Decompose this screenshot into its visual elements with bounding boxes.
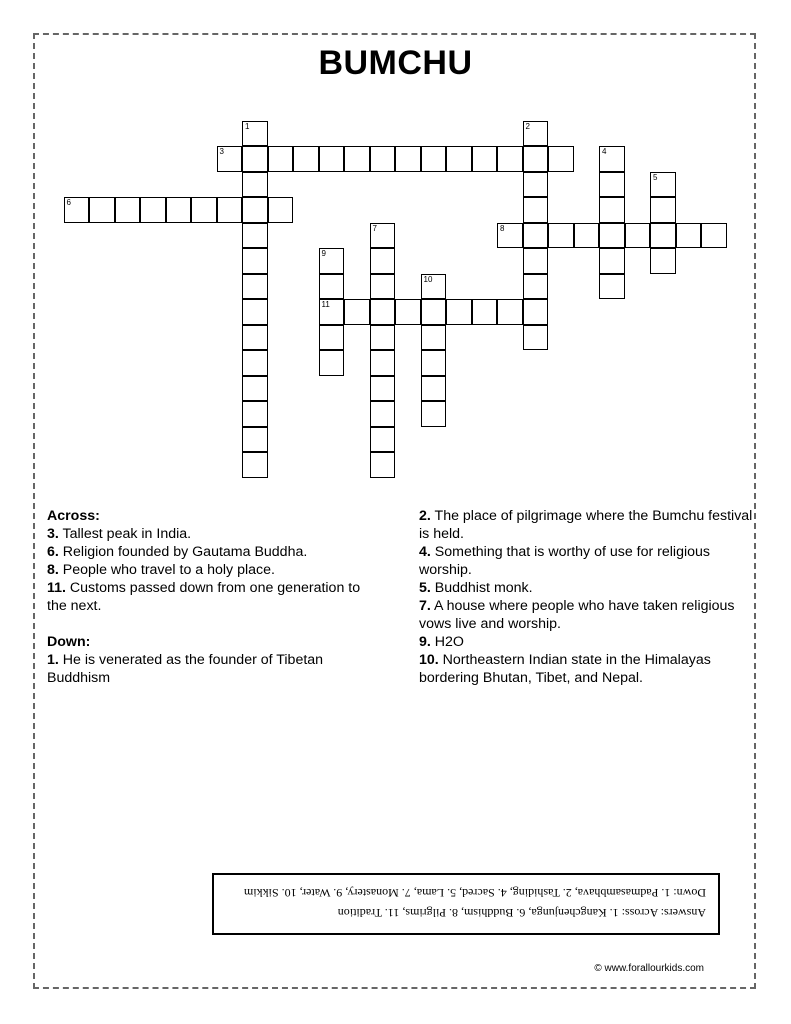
across-heading: Across: — [47, 508, 100, 524]
clue-number: 2 — [525, 121, 530, 131]
clue-down-1: 1. He is venerated as the founder of Tibetan Buddhism — [47, 652, 324, 686]
crossword-cell[interactable] — [523, 299, 549, 325]
crossword-cell[interactable] — [421, 350, 447, 376]
crossword-cell[interactable] — [548, 223, 574, 249]
clue-down-5: 5. Buddhist monk. — [419, 580, 533, 596]
crossword-cell[interactable] — [599, 146, 625, 172]
crossword-cell[interactable] — [370, 401, 396, 427]
crossword-cell[interactable] — [242, 401, 268, 427]
crossword-cell[interactable] — [421, 401, 447, 427]
crossword-cell[interactable] — [370, 325, 396, 351]
crossword-cell[interactable] — [115, 197, 141, 223]
clue-down-9: 9. H2O — [419, 634, 464, 650]
answer-key-across: Answers: Across: 1. Kangchenjunga, 6. Buddhism, 8. Pilgrims, 11. Tradition — [337, 906, 706, 920]
crossword-cell[interactable] — [242, 146, 268, 172]
crossword-cell[interactable] — [421, 325, 447, 351]
clue-across-11: 11. Customs passed down from one generation to the next. — [47, 580, 361, 614]
crossword-cell[interactable] — [446, 299, 472, 325]
crossword-cell[interactable] — [676, 223, 702, 249]
crossword-cell[interactable] — [599, 223, 625, 249]
clues-left-column — [47, 507, 377, 687]
clue-number: 8 — [500, 223, 505, 233]
crossword-cell[interactable] — [523, 121, 549, 147]
crossword-cell[interactable] — [599, 274, 625, 300]
clue-number: 7 — [372, 223, 377, 233]
crossword-cell[interactable] — [319, 350, 345, 376]
clue-number: 9 — [321, 249, 326, 258]
crossword-cell[interactable] — [344, 299, 370, 325]
clue-number: 10 — [423, 274, 433, 284]
crossword-cell[interactable] — [625, 223, 651, 249]
clue-down-4: 4. Something that is worthy of use for religious worship. — [419, 544, 711, 578]
crossword-cell[interactable] — [650, 197, 676, 223]
crossword-cell[interactable] — [523, 172, 549, 198]
crossword-cell[interactable] — [242, 350, 268, 376]
crossword-cell[interactable] — [497, 146, 523, 172]
crossword-cell[interactable] — [370, 146, 396, 172]
crossword-cell[interactable] — [421, 274, 447, 300]
crossword-cell[interactable] — [319, 299, 345, 325]
crossword-cell[interactable] — [523, 248, 549, 274]
crossword-cell[interactable] — [319, 248, 345, 274]
crossword-cell[interactable] — [242, 223, 268, 249]
crossword-cell[interactable] — [89, 197, 115, 223]
crossword-cell[interactable] — [701, 223, 727, 249]
crossword-cell[interactable] — [319, 146, 345, 172]
clue-across-6: 6. Religion founded by Gautama Buddha. — [47, 544, 308, 560]
crossword-cell[interactable] — [421, 299, 447, 325]
crossword-cell[interactable] — [650, 172, 676, 198]
crossword-cell[interactable] — [319, 274, 345, 300]
crossword-cell[interactable] — [472, 146, 498, 172]
crossword-cell[interactable] — [497, 299, 523, 325]
crossword-cell[interactable] — [344, 146, 370, 172]
clue-down-7: 7. A house where people who have taken religious vows live and worship. — [419, 598, 735, 632]
crossword-cell[interactable] — [650, 248, 676, 274]
crossword-cell[interactable] — [599, 248, 625, 274]
crossword-cell[interactable] — [472, 299, 498, 325]
crossword-cell[interactable] — [370, 299, 396, 325]
clue-number: 6 — [66, 198, 71, 207]
clues-right-column — [419, 507, 764, 687]
crossword-cell[interactable] — [370, 223, 396, 249]
crossword-cell[interactable] — [523, 197, 549, 223]
crossword-cell[interactable] — [523, 223, 549, 249]
crossword-cell[interactable] — [370, 274, 396, 300]
crossword-cell[interactable] — [574, 223, 600, 249]
crossword-cell[interactable] — [191, 197, 217, 223]
crossword-cell[interactable] — [242, 325, 268, 351]
crossword-cell[interactable] — [523, 146, 549, 172]
crossword-cell[interactable] — [370, 452, 396, 478]
clue-down-2: 2. The place of pilgrimage where the Bumchu festival is held. — [419, 508, 753, 542]
crossword-cell[interactable] — [370, 376, 396, 402]
crossword-cell[interactable] — [242, 172, 268, 198]
crossword-cell[interactable] — [64, 197, 90, 223]
crossword-cell[interactable] — [166, 197, 192, 223]
answer-key-down: Down: 1. Padmasambhava, 2. Tashiding, 4. Sacred, 5. Lama, 7. Monastery, 9. Water, 10. Sikkim — [243, 886, 706, 900]
crossword-cell[interactable] — [242, 274, 268, 300]
crossword-cell[interactable] — [370, 350, 396, 376]
crossword-cell[interactable] — [370, 248, 396, 274]
crossword-cell[interactable] — [242, 121, 268, 147]
crossword-cell[interactable] — [293, 146, 319, 172]
crossword-cell[interactable] — [242, 376, 268, 402]
website-credit: © www.forallourkids.com — [594, 963, 704, 974]
answer-key-box — [212, 873, 720, 935]
crossword-cell[interactable] — [446, 146, 472, 172]
clue-number: 4 — [602, 147, 607, 156]
clue-number: 1 — [245, 121, 250, 131]
crossword-cell[interactable] — [650, 223, 676, 249]
crossword-cell[interactable] — [523, 274, 549, 300]
clue-number: 5 — [653, 172, 658, 182]
crossword-cell[interactable] — [421, 146, 447, 172]
crossword-cell[interactable] — [242, 427, 268, 453]
crossword-cell[interactable] — [497, 223, 523, 249]
crossword-cell[interactable] — [242, 248, 268, 274]
answer-key-upside-down — [214, 875, 718, 933]
down-heading: Down: — [47, 634, 91, 650]
crossword-cell[interactable] — [548, 146, 574, 172]
crossword-cell[interactable] — [370, 427, 396, 453]
crossword-grid — [0, 0, 791, 470]
clue-number: 11 — [321, 300, 330, 309]
crossword-cell[interactable] — [599, 197, 625, 223]
crossword-cell[interactable] — [421, 376, 447, 402]
crossword-cell[interactable] — [268, 146, 294, 172]
clue-down-10: 10. Northeastern Indian state in the Himalayas bordering Bhutan, Tibet, and Nepal. — [419, 652, 711, 686]
page-title: BUMCHU — [318, 44, 473, 82]
crossword-cell[interactable] — [217, 197, 243, 223]
crossword-cell[interactable] — [523, 325, 549, 351]
clue-number: 3 — [219, 147, 224, 156]
clue-across-3: 3. Tallest peak in India. — [47, 526, 192, 542]
crossword-cell[interactable] — [599, 172, 625, 198]
crossword-cell[interactable] — [395, 146, 421, 172]
clue-across-8: 8. People who travel to a holy place. — [47, 562, 275, 578]
crossword-cell[interactable] — [140, 197, 166, 223]
crossword-cell[interactable] — [319, 325, 345, 351]
crossword-cell[interactable] — [242, 452, 268, 478]
crossword-cell[interactable] — [395, 299, 421, 325]
crossword-cell[interactable] — [242, 299, 268, 325]
crossword-cell[interactable] — [268, 197, 294, 223]
crossword-cell[interactable] — [242, 197, 268, 223]
crossword-cell[interactable] — [217, 146, 243, 172]
